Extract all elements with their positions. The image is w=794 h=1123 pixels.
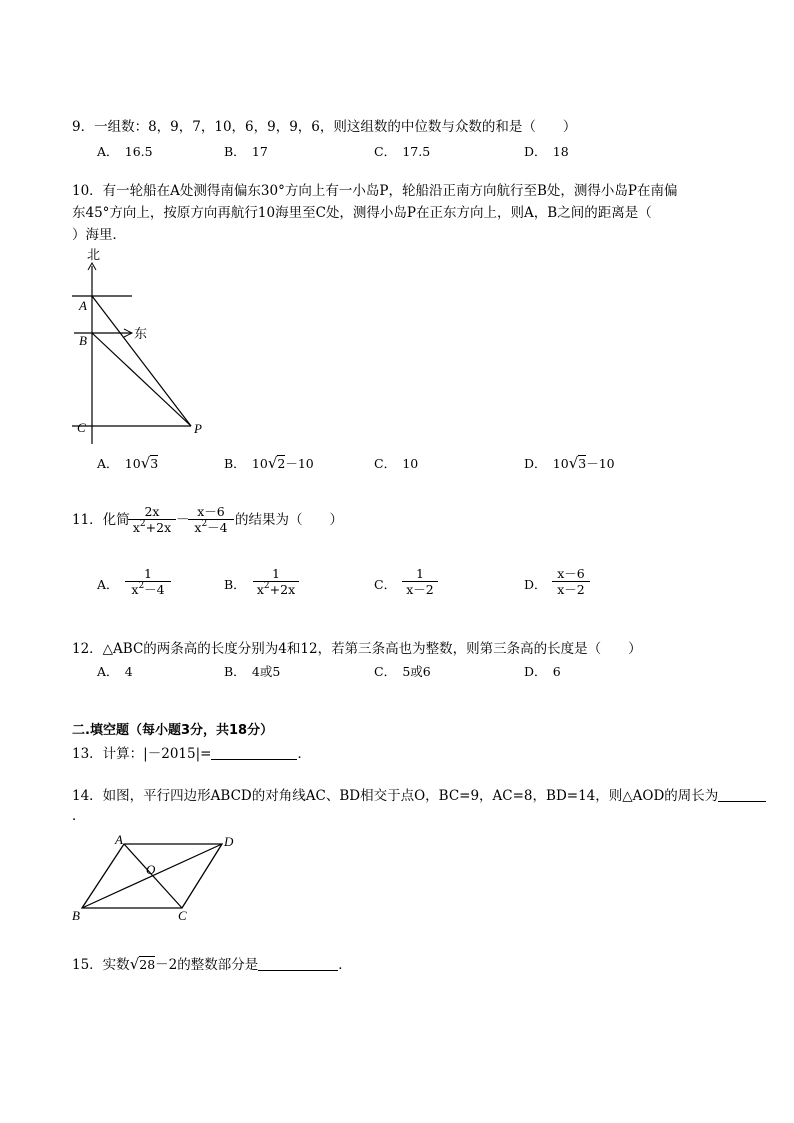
q10-option-d-tail: －10 (586, 456, 615, 471)
q11-f1-den-base: x (132, 520, 140, 535)
q11-option-a-den-base: x (131, 582, 139, 597)
q11-fraction-2 (188, 504, 234, 535)
q11-minus: － (176, 512, 190, 528)
q11-prefix: 11．化简 (72, 512, 130, 528)
q10-option-c: C． 10 (374, 456, 419, 471)
q10-option-a: A． 10√3 (97, 454, 159, 472)
q11-option-b-den-tail: +2x (269, 582, 296, 597)
point-b-label: B (72, 908, 80, 923)
q10-figure (60, 244, 240, 450)
q14-text: 14．如图，平行四边形ABCD的对角线AC、BD相交于点O，BC=9，AC=8，BD=14，则△AOD的周长为 (72, 788, 719, 804)
north-label: 北 (87, 247, 101, 262)
q11-f1-den-exp: 2 (139, 519, 146, 529)
q11-f1-denominator (128, 520, 176, 535)
q10-line3: ）海里． (72, 227, 126, 243)
q11-option-a-denominator (125, 582, 171, 597)
q9-option-d: D． 18 (524, 144, 569, 159)
q11-option-b-fraction (253, 566, 299, 597)
q14-tail: ． (72, 808, 86, 824)
q11-option-c-denominator: x－2 (406, 582, 434, 597)
point-o-label: O (146, 862, 156, 877)
point-c-label: C (77, 420, 86, 435)
q11-option-d-label: D． (524, 577, 547, 592)
q10-option-d: D． 10√3－10 (524, 454, 615, 472)
q11-option-b-numerator: 1 (272, 566, 280, 581)
q11-fraction-1 (128, 504, 176, 535)
q11-f2-numerator: x－6 (197, 504, 225, 519)
q13-suffix: ． (297, 746, 311, 762)
q10-option-d-radicand: 3 (578, 456, 587, 471)
line-bp (92, 333, 191, 426)
q11-option-a-den-tail: －4 (144, 582, 165, 597)
point-c-label: C (178, 908, 187, 923)
q10-option-b-label: B． 10 (224, 456, 268, 471)
q11-option-c-numerator: 1 (416, 566, 424, 581)
east-label: 东 (134, 326, 148, 341)
q11-option-b-denominator (253, 582, 299, 597)
q14-figure (66, 830, 246, 926)
q11-f2-den-tail: －4 (207, 520, 228, 535)
point-a-label: A (115, 832, 123, 847)
q12-option-a: A． 4 (97, 664, 133, 679)
q10-option-a-radicand: 3 (150, 456, 159, 471)
q11-option-c-fraction (402, 566, 438, 597)
q12-option-c: C． 5或6 (374, 664, 431, 679)
q9-option-b: B． 17 (224, 144, 268, 159)
q9-text: 9．一组数：8，9，7，10，6，9，9，6，则这组数的中位数与众数的和是（ ） (72, 119, 577, 135)
q15-radicand: 28 (139, 957, 156, 972)
q14 (72, 787, 766, 805)
q10-option-a-label: A． 10 (97, 456, 141, 471)
q12-option-b: B． 4或5 (224, 664, 281, 679)
q13 (72, 745, 311, 763)
q15-suffix: ． (338, 957, 352, 973)
point-d-label: D (224, 834, 234, 849)
q12-text: 12．△ABC的两条高的长度分别为4和12，若第三条高也为整数，则第三条高的长度是（ ） (72, 641, 642, 657)
q15-prefix: 15．实数 (72, 957, 130, 973)
q11-option-b-den-base: x (256, 582, 264, 597)
q11-f1-numerator: 2x (144, 504, 160, 519)
point-a-label: A (79, 298, 87, 313)
q10-line1: 10．有一轮船在A处测得南偏东30°方向上有一小岛P，轮船沿正南方向航行至B处，测得小岛P在南偏 (72, 183, 678, 199)
q15-answer-blank[interactable] (258, 956, 338, 971)
q11-option-c-label: C． (374, 577, 397, 592)
q11-option-a-numerator: 1 (144, 566, 152, 581)
q11-option-d-fraction (552, 566, 590, 597)
point-b-label: B (79, 333, 87, 348)
q11-option-d-denominator: x－2 (557, 582, 585, 597)
q11-option-a-den-exp: 2 (138, 581, 145, 591)
q10-option-d-label: D． 10 (524, 456, 569, 471)
q13-answer-blank[interactable] (211, 745, 297, 760)
q11-option-a-fraction (125, 566, 171, 597)
point-p-label: P (194, 421, 202, 436)
q11-option-b-den-exp: 2 (263, 581, 270, 591)
q11-suffix: 的结果为（ ） (235, 512, 343, 528)
q11-option-a-label: A． (97, 577, 119, 592)
q10-option-b-radicand: 2 (277, 456, 286, 471)
q11-f2-den-base: x (194, 520, 202, 535)
q11-f2-denominator (188, 520, 234, 535)
q15-mid: －2的整数部分是 (155, 957, 259, 973)
q10-line2: 东45°方向上，按原方向再航行10海里至C处，测得小岛P在正东方向上，则A，B之间的距离是（ (72, 205, 652, 221)
q12-option-d: D． 6 (524, 664, 561, 679)
q9-option-c: C． 17.5 (374, 144, 431, 159)
q10-option-b: B． 10√2－10 (224, 454, 314, 472)
q13-prefix: 13．计算：|－2015|= (72, 746, 212, 762)
q10-option-b-tail: －10 (285, 456, 314, 471)
q9-option-a: A． 16.5 (97, 144, 153, 159)
q15: 15．实数√28－2的整数部分是 ． (72, 955, 352, 973)
line-ap (92, 296, 191, 426)
q11-f1-den-tail: +2x (145, 520, 172, 535)
q11-option-d-numerator: x－6 (557, 566, 585, 581)
q11-f2-den-exp: 2 (201, 519, 208, 529)
section-2-title: 二.填空题（每小题3分，共18分） (72, 723, 274, 738)
q11-option-b-label: B． (224, 577, 246, 592)
q14-answer-blank[interactable] (718, 787, 766, 802)
